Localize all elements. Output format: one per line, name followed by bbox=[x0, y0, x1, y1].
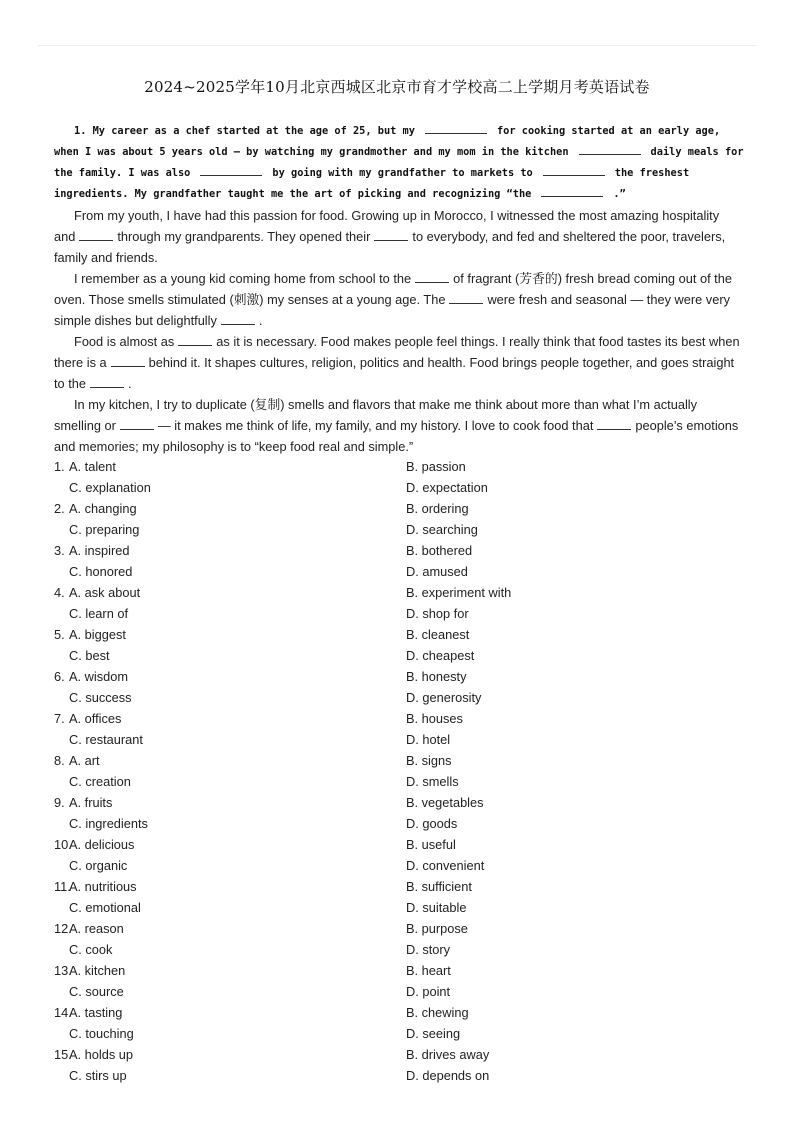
question-option-row bbox=[54, 477, 754, 498]
option-a[interactable]: A. changing bbox=[69, 501, 137, 516]
option-d[interactable]: D. story bbox=[406, 942, 451, 957]
option-c[interactable]: C. restaurant bbox=[69, 732, 143, 747]
question-option-row bbox=[54, 561, 754, 582]
passage bbox=[54, 121, 744, 457]
paragraph-4 bbox=[54, 394, 744, 457]
paragraph-text: as it is necessary. Food makes people feel things. I really think that food tastes its best when there is a bbox=[54, 334, 740, 370]
blank-5 bbox=[541, 184, 603, 197]
option-c[interactable]: C. cook bbox=[69, 942, 113, 957]
option-a[interactable]: A. kitchen bbox=[69, 963, 126, 978]
option-b[interactable]: B. drives away bbox=[406, 1047, 490, 1062]
blank-14 bbox=[120, 417, 154, 430]
question-option-row bbox=[54, 456, 754, 477]
question-number: 7. bbox=[54, 711, 65, 726]
option-a[interactable]: A. art bbox=[69, 753, 100, 768]
paragraph-text: through my grandparents. They opened their bbox=[117, 229, 371, 244]
blank-4 bbox=[543, 163, 605, 176]
option-b[interactable]: B. signs bbox=[406, 753, 452, 768]
intro-text: the freshest ingredients. My grandfather taught me the art of picking and recognizing “the bbox=[54, 167, 690, 200]
question-number: 6. bbox=[54, 669, 65, 684]
blank-15 bbox=[597, 417, 631, 430]
paragraph-1 bbox=[54, 205, 744, 268]
question-number: 13. bbox=[54, 963, 72, 978]
question-option-row bbox=[54, 792, 754, 813]
blank-2 bbox=[579, 142, 641, 155]
question-number-spacer bbox=[54, 939, 69, 960]
option-a[interactable]: A. fruits bbox=[69, 795, 113, 810]
blank-11 bbox=[178, 333, 212, 346]
option-b[interactable]: B. experiment with bbox=[406, 585, 512, 600]
paragraph-2 bbox=[54, 268, 744, 331]
question-option-row bbox=[54, 960, 754, 981]
option-a[interactable]: A. delicious bbox=[69, 837, 135, 852]
option-c[interactable]: C. explanation bbox=[69, 480, 151, 495]
paragraph-text: Food is almost as bbox=[74, 334, 175, 349]
option-a[interactable]: A. tasting bbox=[69, 1005, 123, 1020]
question-option-row bbox=[54, 603, 754, 624]
question-number: 9. bbox=[54, 795, 65, 810]
question-option-row bbox=[54, 729, 754, 750]
option-a[interactable]: A. biggest bbox=[69, 627, 126, 642]
question-option-row bbox=[54, 708, 754, 729]
paragraph-text: I remember as a young kid coming home from school to the bbox=[74, 271, 412, 286]
question-option-row bbox=[54, 897, 754, 918]
question-option-row bbox=[54, 813, 754, 834]
question-option-row bbox=[54, 855, 754, 876]
question-number: 5. bbox=[54, 627, 65, 642]
question-option-row bbox=[54, 519, 754, 540]
option-a[interactable]: A. inspired bbox=[69, 543, 130, 558]
question-number-spacer bbox=[54, 1023, 69, 1044]
question-option-row bbox=[54, 918, 754, 939]
paragraph-text: behind it. It shapes cultures, religion, politics and health. Food brings people together, and goes straight to the bbox=[54, 355, 735, 391]
paragraph-text: From my youth, I have had this passion for food. Growing up in Morocco, I witnessed the most amazing hospitality and bbox=[54, 208, 720, 244]
question-option-row bbox=[54, 876, 754, 897]
option-b[interactable]: B. chewing bbox=[406, 1005, 469, 1020]
question-option-row bbox=[54, 981, 754, 1002]
option-c[interactable]: C. organic bbox=[69, 858, 128, 873]
question-option-row bbox=[54, 1065, 754, 1086]
option-b[interactable]: B. sufficient bbox=[406, 879, 472, 894]
question-number: 11. bbox=[54, 879, 71, 894]
intro-text: .” bbox=[613, 188, 626, 200]
question-number-spacer bbox=[54, 687, 69, 708]
question-number: 4. bbox=[54, 585, 65, 600]
option-d[interactable]: D. searching bbox=[406, 522, 478, 537]
question-number: 15. bbox=[54, 1047, 72, 1062]
question-option-row bbox=[54, 645, 754, 666]
option-d[interactable]: D. expectation bbox=[406, 480, 488, 495]
question-number-spacer bbox=[54, 897, 69, 918]
question-option-row bbox=[54, 666, 754, 687]
question-number-spacer bbox=[54, 813, 69, 834]
question-number-spacer bbox=[54, 729, 69, 750]
option-c[interactable]: C. emotional bbox=[69, 900, 141, 915]
question-number-spacer bbox=[54, 519, 69, 540]
question-number: 10. bbox=[54, 837, 72, 852]
option-c[interactable]: C. ingredients bbox=[69, 816, 148, 831]
option-c[interactable]: C. success bbox=[69, 690, 132, 705]
question-option-row bbox=[54, 1044, 754, 1065]
option-c[interactable]: C. creation bbox=[69, 774, 131, 789]
paragraph-text: . bbox=[128, 376, 132, 391]
option-b[interactable]: B. useful bbox=[406, 837, 456, 852]
option-b[interactable]: B. ordering bbox=[406, 501, 469, 516]
blank-10 bbox=[221, 312, 255, 325]
blank-8 bbox=[415, 270, 449, 283]
option-a[interactable]: A. offices bbox=[69, 711, 122, 726]
question-number-spacer bbox=[54, 771, 69, 792]
blank-1 bbox=[425, 121, 487, 134]
blank-12 bbox=[111, 354, 145, 367]
option-d[interactable]: D. cheapest bbox=[406, 648, 475, 663]
question-number: 1. bbox=[54, 459, 65, 474]
intro-text: daily meals for the family. I was also bbox=[54, 146, 744, 179]
option-b[interactable]: B. purpose bbox=[406, 921, 468, 936]
question-number: 2. bbox=[54, 501, 65, 516]
option-a[interactable]: A. talent bbox=[69, 459, 116, 474]
option-d[interactable]: D. generosity bbox=[406, 690, 482, 705]
paragraph-text: were fresh and seasonal — they were very simple dishes but delightfully bbox=[54, 292, 730, 328]
option-c[interactable]: C. touching bbox=[69, 1026, 134, 1041]
option-d[interactable]: D. goods bbox=[406, 816, 458, 831]
option-d[interactable]: D. seeing bbox=[406, 1026, 461, 1041]
option-b[interactable]: B. vegetables bbox=[406, 795, 484, 810]
option-d[interactable]: D. suitable bbox=[406, 900, 467, 915]
question-number-spacer bbox=[54, 645, 69, 666]
option-b[interactable]: B. heart bbox=[406, 963, 451, 978]
option-d[interactable]: D. shop for bbox=[406, 606, 469, 621]
question-number-spacer bbox=[54, 855, 69, 876]
paragraph-text: of fragrant (芳香的) fresh bread coming out of the oven. Those smells stimulated (刺激) my senses at a young age. The bbox=[54, 271, 732, 307]
question-option-row bbox=[54, 582, 754, 603]
paragraph-text: In my kitchen, I try to duplicate (复制) smells and flavors that make me think about more than what I’m actually smelling or bbox=[54, 397, 698, 433]
paragraph-text: — it makes me think of life, my family, and my history. I love to cook food that bbox=[157, 418, 594, 433]
option-b[interactable]: B. bothered bbox=[406, 543, 473, 558]
intro-text: 1. My career as a chef started at the age of 25, but my bbox=[74, 125, 415, 137]
question-option-row bbox=[54, 750, 754, 771]
intro-text: by going with my grandfather to markets to bbox=[272, 167, 533, 179]
option-d[interactable]: D. convenient bbox=[406, 858, 485, 873]
question-number: 8. bbox=[54, 753, 65, 768]
option-c[interactable]: C. learn of bbox=[69, 606, 129, 621]
blank-13 bbox=[90, 375, 124, 388]
option-d[interactable]: D. hotel bbox=[406, 732, 451, 747]
question-option-row bbox=[54, 834, 754, 855]
question-number: 3. bbox=[54, 543, 65, 558]
option-b[interactable]: B. honesty bbox=[406, 669, 467, 684]
question-number-spacer bbox=[54, 1065, 69, 1086]
option-a[interactable]: A. nutritious bbox=[69, 879, 137, 894]
option-c[interactable]: C. source bbox=[69, 984, 124, 999]
question-option-row bbox=[54, 1023, 754, 1044]
question-option-row bbox=[54, 498, 754, 519]
paragraph-text: . bbox=[258, 313, 263, 328]
paragraph-text: people’s emotions and memories; my philosophy is to “keep food real and simple.” bbox=[54, 418, 739, 454]
option-d[interactable]: D. point bbox=[406, 984, 451, 999]
option-a[interactable]: A. ask about bbox=[69, 585, 141, 600]
blank-3 bbox=[200, 163, 262, 176]
option-d[interactable]: D. amused bbox=[406, 564, 468, 579]
option-a[interactable]: A. reason bbox=[69, 921, 124, 936]
question-option-row bbox=[54, 540, 754, 561]
option-c[interactable]: C. stirs up bbox=[69, 1068, 127, 1083]
answer-options bbox=[54, 456, 754, 1086]
option-b[interactable]: B. houses bbox=[406, 711, 463, 726]
intro-text: for cooking started at an early age, when I was about 5 years old — by watching my grandmother and my mom in the kitchen bbox=[54, 125, 721, 158]
question-number: 12. bbox=[54, 921, 72, 936]
question-number-spacer bbox=[54, 603, 69, 624]
blank-7 bbox=[374, 228, 408, 241]
question-option-row bbox=[54, 771, 754, 792]
question-option-row bbox=[54, 624, 754, 645]
question-number: 14. bbox=[54, 1005, 72, 1020]
header-rule bbox=[38, 45, 756, 46]
question-option-row bbox=[54, 1002, 754, 1023]
question-number-spacer bbox=[54, 477, 69, 498]
question-option-row bbox=[54, 687, 754, 708]
option-a[interactable]: A. holds up bbox=[69, 1047, 134, 1062]
blank-9 bbox=[449, 291, 483, 304]
page-title: 2024~2025学年10月北京西城区北京市育才学校高二上学期月考英语试卷 bbox=[144, 78, 650, 96]
option-b[interactable]: B. passion bbox=[406, 459, 466, 474]
option-d[interactable]: D. depends on bbox=[406, 1068, 490, 1083]
passage-intro bbox=[54, 121, 744, 205]
option-c[interactable]: C. honored bbox=[69, 564, 133, 579]
option-c[interactable]: C. best bbox=[69, 648, 110, 663]
paragraph-3 bbox=[54, 331, 744, 394]
question-number-spacer bbox=[54, 561, 69, 582]
question-number-spacer bbox=[54, 981, 69, 1002]
option-d[interactable]: D. smells bbox=[406, 774, 459, 789]
option-b[interactable]: B. cleanest bbox=[406, 627, 470, 642]
question-option-row bbox=[54, 939, 754, 960]
option-a[interactable]: A. wisdom bbox=[69, 669, 129, 684]
option-c[interactable]: C. preparing bbox=[69, 522, 140, 537]
blank-6 bbox=[79, 228, 113, 241]
paragraph-text: to everybody, and fed and sheltered the poor, travelers, family and friends. bbox=[54, 229, 726, 265]
